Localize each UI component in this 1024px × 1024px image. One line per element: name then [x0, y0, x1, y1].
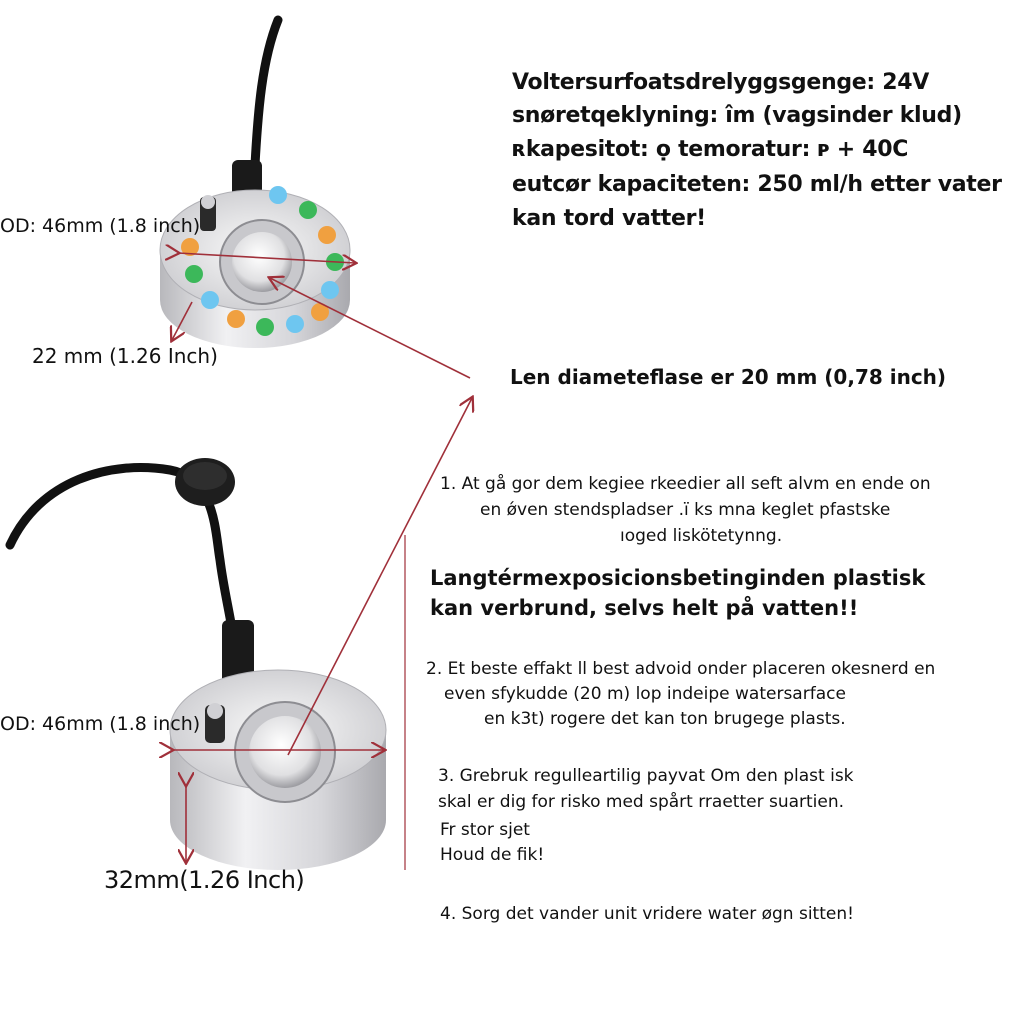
- spec-temperature: ʀkapesitot: ọ temoratur: ᴘ + 40C: [512, 137, 909, 162]
- spec-capacity: eutcør kapaciteten: 250 ml/h etter vater: [512, 172, 1002, 197]
- bottom-height-label: 32mm(1.26 Inch): [104, 866, 305, 894]
- note-3-line-3: Fr stor sjet: [440, 820, 530, 840]
- spec-voltage: Voltersurfoatsdrelyggsgenge: 24V: [512, 70, 930, 95]
- led-light: [269, 186, 287, 204]
- led-light: [286, 315, 304, 333]
- note-2-line-1: 2. Et beste effakt ll best advoid onder placeren okesnerd en: [426, 659, 936, 679]
- warning-line-1: Langtérmexposicionsbetinginden plastisk: [430, 566, 926, 590]
- led-light: [299, 201, 317, 219]
- led-light: [227, 310, 245, 328]
- lens-diameter-label: Len diameteflase er 20 mm (0,78 inch): [510, 365, 947, 389]
- warning-line-2: kan verbrund, selvs helt på vatten!!: [430, 596, 859, 620]
- led-light: [201, 291, 219, 309]
- note-2-line-2: even sfykudde (20 m) lop indeipe watersarface: [444, 684, 846, 704]
- top-od-label: OD: 46mm (1.8 inch): [0, 215, 201, 237]
- led-light: [318, 226, 336, 244]
- top-power-cable: [255, 20, 278, 165]
- note-1-line-3: ıoged liskötetynng.: [620, 526, 783, 546]
- led-light: [185, 265, 203, 283]
- spec-cable: snøretqeklyning: îm (vagsinder klud): [512, 103, 962, 128]
- bottom-od-label: OD: 46mm (1.8 inch): [0, 713, 201, 735]
- note-3-line-2: skal er dig for risko med spårt rraetter suartien.: [438, 792, 845, 812]
- note-3-line-4: Houd de fik!: [440, 845, 545, 865]
- note-4: 4. Sorg det vander unit vridere water øgn sitten!: [440, 904, 854, 924]
- top-height-label: 22 mm (1.26 Inch): [32, 344, 218, 368]
- led-light: [321, 281, 339, 299]
- top-fogger-device: [160, 20, 350, 348]
- note-1-line-2: en ǿven stendspladser .ï ks mna keglet pfastske: [480, 500, 891, 520]
- bottom-fogger-device: [10, 458, 386, 870]
- note-2-line-3: en k3t) rogere det kan ton brugege plasts.: [484, 709, 846, 729]
- note-3-line-1: 3. Grebruk regulleartilig payvat Om den plast isk: [438, 766, 854, 786]
- spec-water-note: kan tord vatter!: [512, 206, 706, 231]
- note-1-line-1: 1. At gå gor dem kegiee rkeedier all seft alvm en ende on: [440, 474, 931, 494]
- led-light: [256, 318, 274, 336]
